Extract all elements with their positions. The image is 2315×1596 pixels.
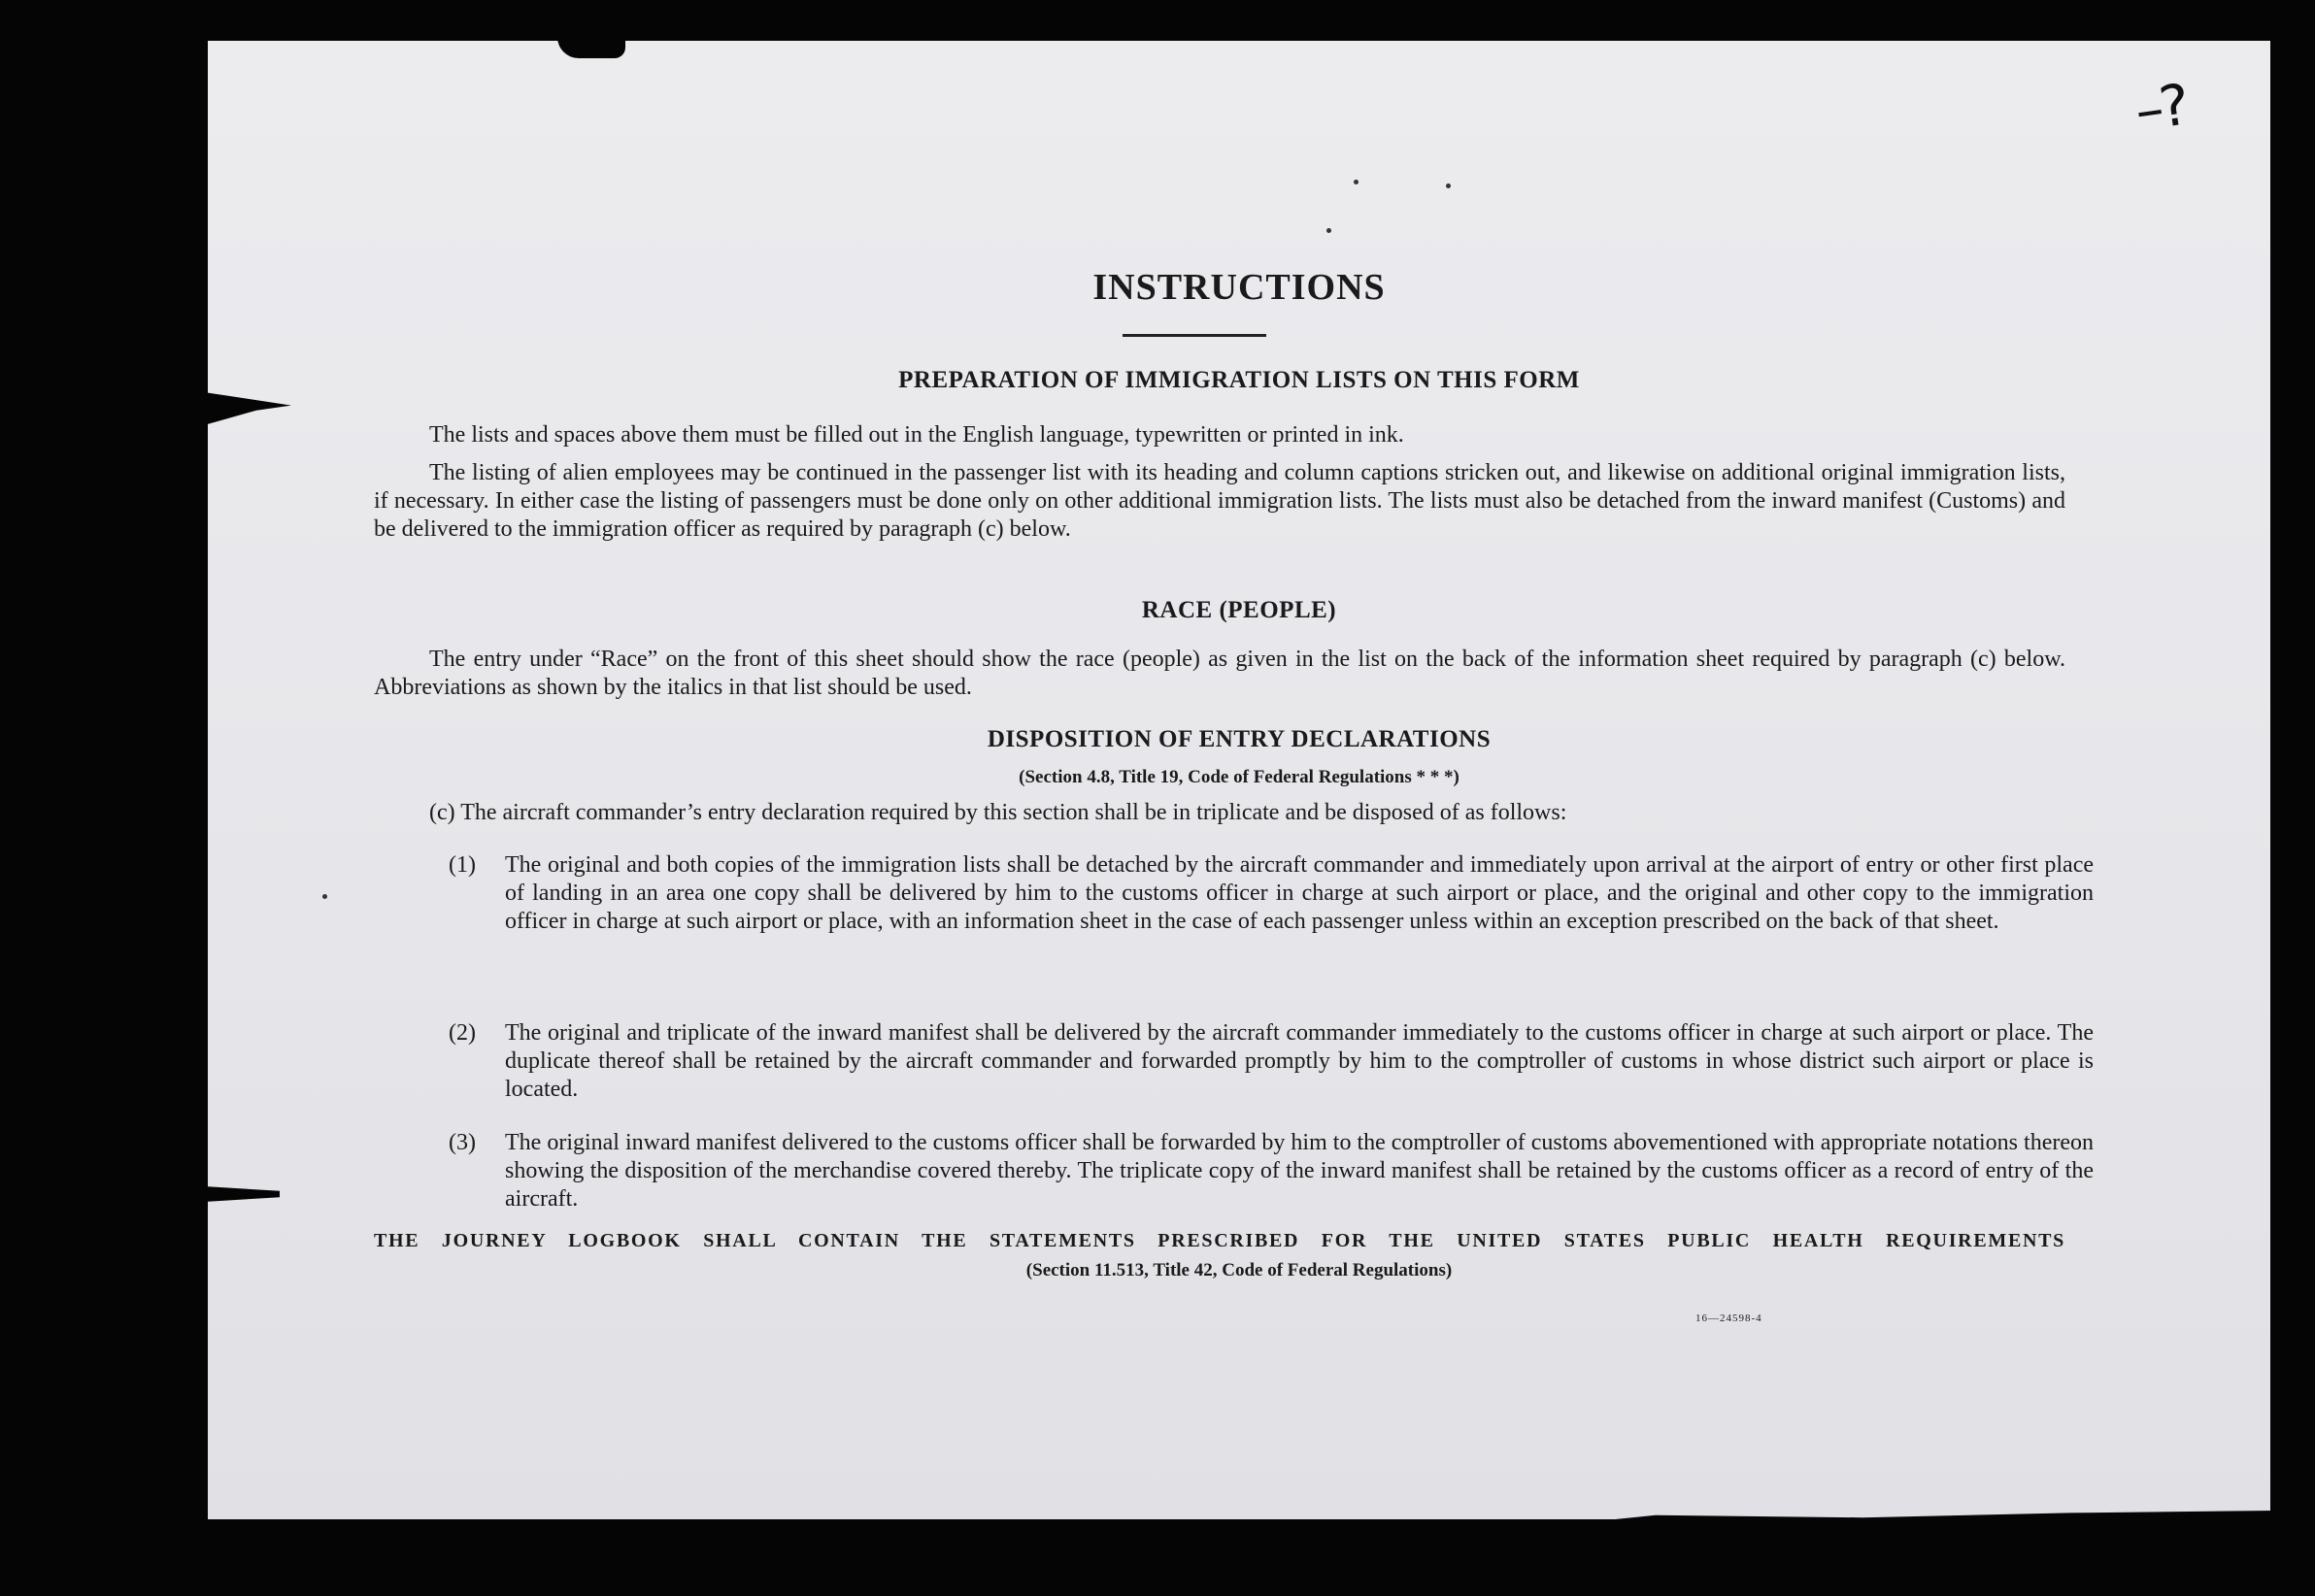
- speck: [1326, 228, 1331, 233]
- disposition-item-2: [449, 1019, 2094, 1104]
- item-text: The original and both copies of the immigration lists shall be detached by the aircraft commander and immediately upon arrival at the airport of entry or other first place of landing in an area one copy shall be delivered by him to the customs officer in charge at such airport or place, and the original and other copy to the immigration officer in charge at such airport or place, with an information sheet in the case of each passenger unless within an exception prescribed on the back of that sheet.: [505, 852, 2094, 934]
- title-underline: [1123, 334, 1266, 337]
- item-text: The original inward manifest delivered to the customs officer shall be forwarded by him to the comptroller of customs abovementioned with appropriate notations thereon showing the disposition of the merchandise covered thereby. The triplicate copy of the inward manifest shall be retained by the customs officer as a record of entry of the aircraft.: [505, 1130, 2094, 1212]
- race-heading: RACE (PEOPLE): [1141, 597, 1337, 623]
- item-number: (3): [449, 1130, 476, 1155]
- torn-edge-top: [557, 37, 625, 58]
- page-title: INSTRUCTIONS: [1092, 267, 1386, 308]
- document-page: [208, 41, 2270, 1519]
- disposition-heading: DISPOSITION OF ENTRY DECLARATIONS: [987, 726, 1492, 752]
- preparation-paragraph-1: The lists and spaces above them must be filled out in the English language, typewritten or printed in ink.: [429, 422, 1404, 448]
- item-text: The original and triplicate of the inward manifest shall be delivered by the aircraft commander immediately to the customs officer in charge at such airport or place. The duplicate thereof shall be retained by the aircraft commander and forwarded promptly by him to the comptroller of customs in whose district such airport or place is located.: [505, 1020, 2094, 1102]
- preparation-paragraph-2: The listing of alien employees may be continued in the passenger list with its heading and column captions stricken out, and likewise on additional original immigration lists, if necessary. In either case the listing of passengers must be done only on other additional immigration lists. The lists must also be detached from the inward manifest (Customs) and be delivered to the immigration officer as required by paragraph (c) below.: [374, 460, 2065, 542]
- item-number: (1): [449, 852, 476, 878]
- health-citation: (Section 11.513, Title 42, Code of Federal Regulations): [1025, 1260, 1453, 1280]
- speck: [322, 894, 327, 899]
- race-paragraph: The entry under “Race” on the front of this sheet should show the race (people) as given in the list on the back of the information sheet required by paragraph (c) below. Abbreviations as shown by the italics in that list should be used.: [374, 647, 2065, 700]
- disposition-intro: (c) The aircraft commander’s entry declaration required by this section shall be in triplicate and be disposed of as follows:: [429, 800, 1567, 825]
- torn-edge-left: [204, 392, 291, 425]
- disposition-item-3: [449, 1129, 2094, 1214]
- handwritten-corner-mark: –?: [2130, 71, 2191, 145]
- torn-edge-right-bottom: [1587, 1511, 2276, 1522]
- disposition-citation: (Section 4.8, Title 19, Code of Federal Regulations * * *): [1019, 767, 1459, 787]
- preparation-heading: PREPARATION OF IMMIGRATION LISTS ON THIS FORM: [898, 367, 1580, 393]
- item-number: (2): [449, 1020, 476, 1046]
- torn-edge-left-lower: [204, 1186, 280, 1202]
- health-statement: THE JOURNEY LOGBOOK SHALL CONTAIN THE STATEMENTS PRESCRIBED FOR THE UNITED STATES PUBLIC HEALTH REQUIREMENTS: [374, 1230, 2065, 1251]
- speck: [1354, 180, 1359, 184]
- disposition-item-1: [449, 851, 2094, 936]
- form-number: 16—24598-4: [1695, 1313, 1762, 1324]
- speck: [1446, 183, 1451, 188]
